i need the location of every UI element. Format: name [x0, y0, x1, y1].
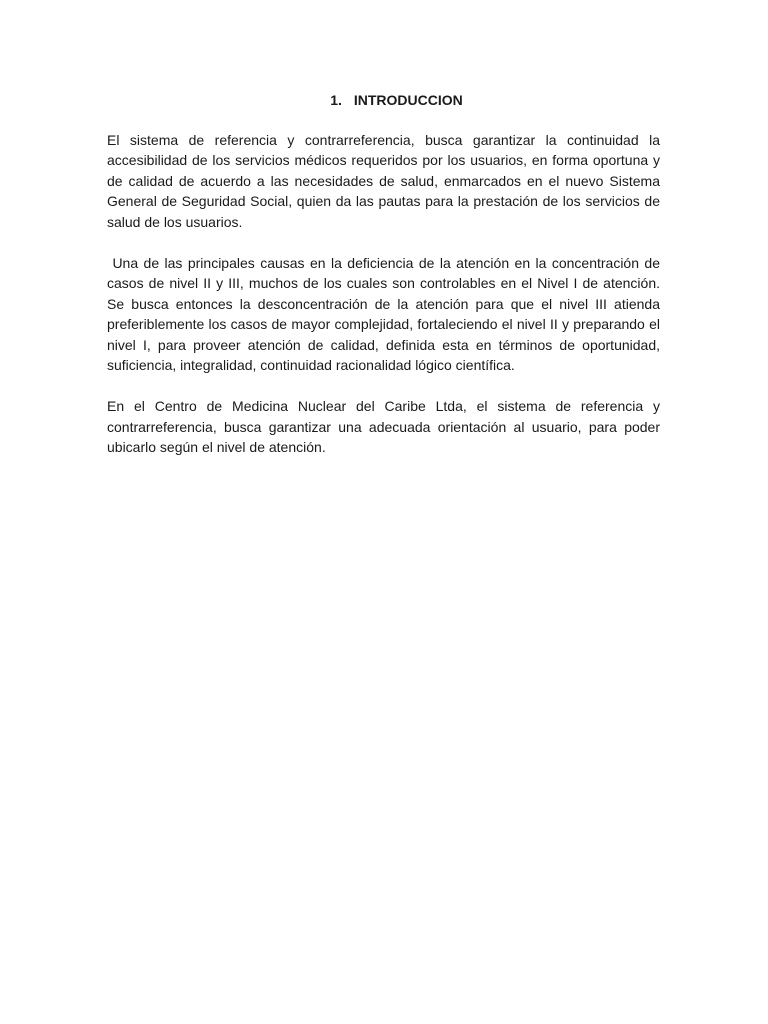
paragraph-1: El sistema de referencia y contrarreferencia, busca garantizar la continuidad la accesibilidad de los servicios médicos requeridos por los usuarios, en forma oportuna y de calidad de acuerdo a las necesidades de salud, enmarcados en el nuevo Sistema General de Seguridad Social, quien da las pautas para la prestación de los servicios de salud de los usuarios.: [107, 132, 660, 230]
section-number: 1.: [330, 92, 342, 108]
document-page: [107, 90, 660, 479]
paragraph-3: En el Centro de Medicina Nuclear del Caribe Ltda, el sistema de referencia y contrarreferencia, busca garantizar una adecuada orientación al usuario, para poder ubicarlo según el nivel de atención.: [107, 398, 660, 456]
section-title: INTRODUCCION: [353, 92, 463, 108]
section-heading: [107, 90, 660, 110]
paragraph-2: Una de las principales causas en la deficiencia de la atención en la concentración de casos de nivel II y III, muchos de los cuales son controlables en el Nivel I de atención. Se busca entonces la desconcentración de la atención para que el nivel III atienda preferiblemente los casos de mayor complejidad, fortaleciendo el nivel II y preparando el nivel I, para proveer atención de calidad, definida esta en términos de oportunidad, suficiencia, integralidad, continuidad racionalidad lógico científica.: [107, 255, 661, 374]
